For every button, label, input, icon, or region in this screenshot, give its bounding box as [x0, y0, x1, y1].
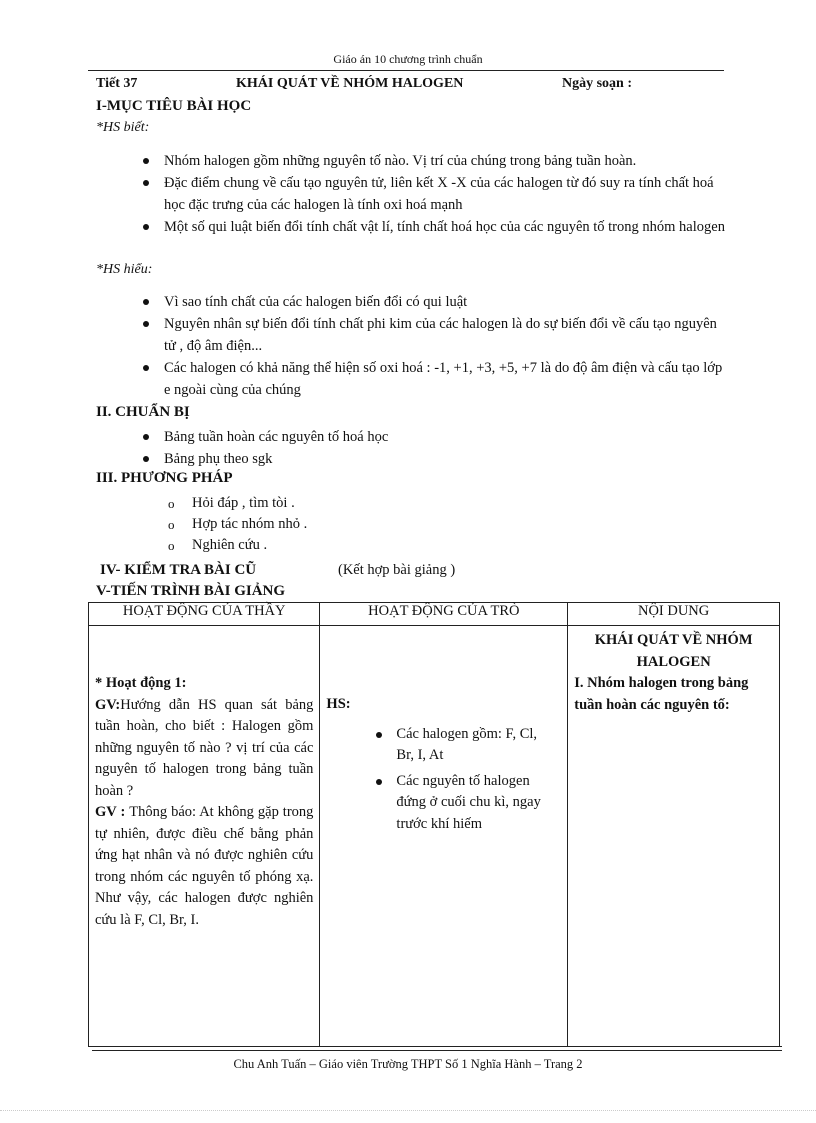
table-bottom-rule — [90, 1046, 782, 1047]
method-list — [164, 493, 307, 556]
page-edge — [0, 1110, 816, 1111]
list-item: Một số qui luật biến đổi tính chất vật lí, tính chất hoá học của các nguyên tố trong nhóm halogen — [140, 216, 730, 238]
section-objectives-title: I-MỤC TIÊU BÀI HỌC — [96, 98, 252, 114]
teacher-instruction-2 — [95, 802, 313, 931]
section-review-title: IV- KIỂM TRA BÀI CŨ — [100, 562, 257, 578]
gv-label: GV: — [95, 696, 121, 713]
list-item: o Nghiên cứu . — [164, 535, 307, 556]
lesson-title-row — [96, 76, 716, 96]
teacher-cell — [89, 626, 320, 1047]
table-bottom-rule — [92, 1050, 782, 1051]
header-rule — [88, 70, 724, 71]
lesson-number: Tiết 37 — [96, 76, 138, 91]
understand-label: *HS hiểu: — [96, 262, 153, 277]
know-list — [140, 150, 730, 238]
running-header: Giáo án 10 chương trình chuẩn — [333, 52, 483, 66]
column-header-content: NỘI DUNG — [568, 603, 780, 626]
content-title: KHÁI QUÁT VỀ NHÓM HALOGEN — [594, 632, 753, 670]
list-item: Nguyên nhân sự biến đổi tính chất phi kim của các halogen là do sự biến đổi về cấu tạo nguyên tử , độ âm điện... — [140, 313, 730, 357]
content-cell — [568, 626, 780, 1047]
lesson-title: KHÁI QUÁT VỀ NHÓM HALOGEN — [236, 76, 464, 91]
list-item: o Hợp tác nhóm nhỏ . — [164, 514, 307, 535]
page-footer: Chu Anh Tuấn – Giáo viên Trường THPT Số 1 Nghĩa Hành – Trang 2 — [233, 1057, 583, 1071]
date-label: Ngày soạn : — [562, 76, 633, 91]
column-header-teacher: HOẠT ĐỘNG CỦA THẦY — [89, 603, 320, 626]
hs-label: HS: — [326, 696, 351, 712]
section-preparation-title: II. CHUẨN BỊ — [96, 404, 190, 420]
list-item: Các halogen gồm: F, Cl, Br, I, At — [326, 724, 561, 767]
list-item: Nhóm halogen gồm những nguyên tố nào. Vị trí của chúng trong bảng tuần hoàn. — [140, 150, 730, 172]
list-item: Các halogen có khả năng thể hiện số oxi hoá : -1, +1, +3, +5, +7 là do độ âm điện và cấu tạo lớp e ngoài cùng của chúng — [140, 357, 730, 401]
gv-text: Hướng dẫn HS quan sát bảng tuần hoàn, cho biết : Halogen gồm những nguyên tố nào ? vị trí của các nguyên tố halogen trong bảng tuần hoàn ? — [95, 696, 314, 799]
section-process-title: V-TIẾN TRÌNH BÀI GIẢNG — [96, 583, 286, 599]
list-item: Bảng phụ theo sgk — [140, 448, 730, 470]
student-answer-list — [326, 724, 561, 836]
list-item: o Hỏi đáp , tìm tòi . — [164, 493, 307, 514]
list-item: Bảng tuần hoàn các nguyên tố hoá học — [140, 426, 730, 448]
teacher-instruction-1 — [95, 695, 313, 803]
list-item: Các nguyên tố halogen đứng ở cuối chu kì, ngay trước khí hiếm — [326, 771, 561, 836]
section-method-title: III. PHƯƠNG PHÁP — [96, 470, 233, 486]
gv-text: Thông báo: At không gặp trong tự nhiên, được điều chế bằng phản ứng hạt nhân và nó được nghiên cứu trong nhóm các nguyên tố phóng xạ. Như vậy, các halogen được nghiên cứu là F, Cl, Br, I. — [95, 804, 314, 928]
content-heading: I. Nhóm halogen trong bảng tuần hoàn các nguyên tố: — [574, 675, 749, 713]
gv-label: GV : — [95, 804, 130, 820]
activity-label: * Hoạt động 1: — [95, 675, 187, 691]
list-item: Vì sao tính chất của các halogen biến đổi có qui luật — [140, 291, 730, 313]
understand-list — [140, 291, 730, 401]
know-label: *HS biết: — [96, 120, 150, 135]
student-cell — [320, 626, 568, 1047]
review-note: (Kết hợp bài giảng ) — [338, 562, 456, 578]
table-row — [89, 626, 780, 1047]
lesson-plan-table — [88, 602, 780, 1047]
list-item: Đặc điểm chung về cấu tạo nguyên tử, liên kết X -X của các halogen từ đó suy ra tính chất hoá học đặc trưng của các halogen là tính oxi hoá mạnh — [140, 172, 730, 216]
column-header-student: HOẠT ĐỘNG CỦA TRÒ — [320, 603, 568, 626]
preparation-list — [140, 426, 730, 470]
